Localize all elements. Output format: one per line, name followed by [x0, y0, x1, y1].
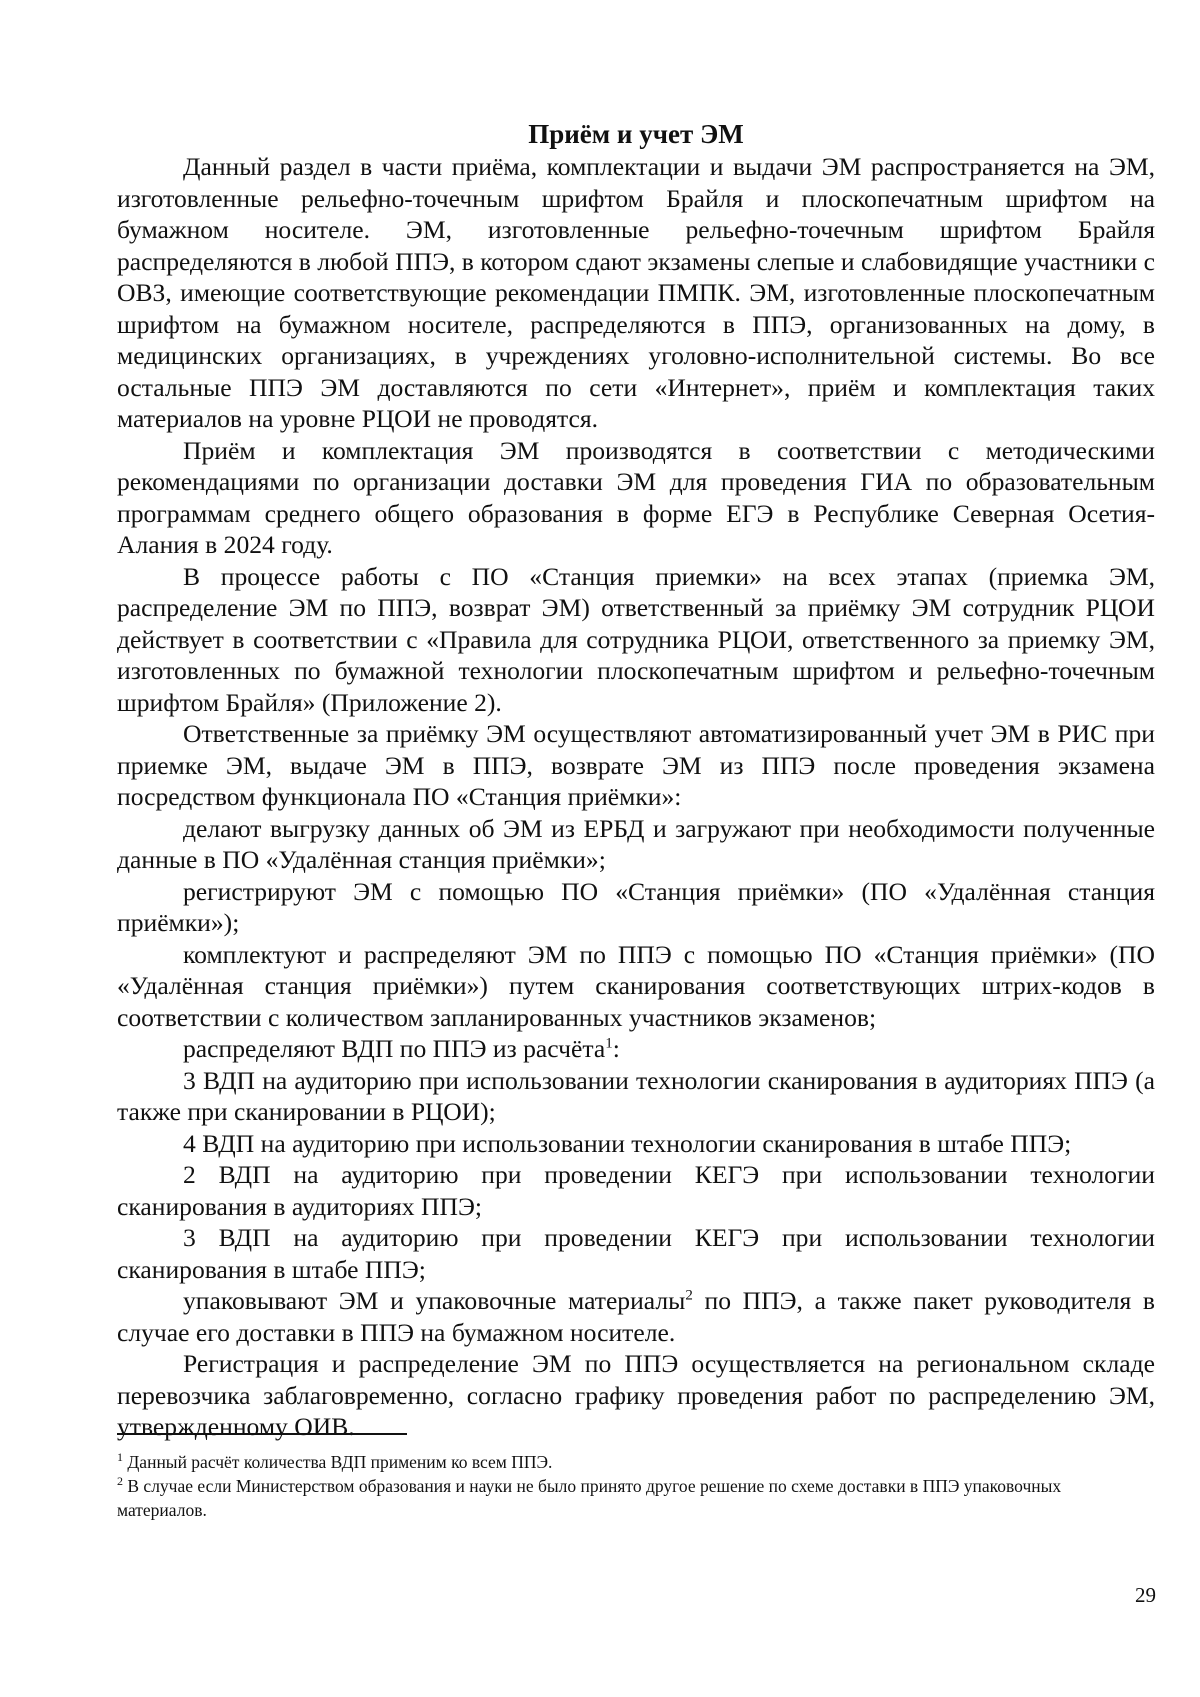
list-item	[117, 939, 1155, 1034]
list-item	[117, 876, 1155, 939]
paragraph	[117, 561, 1155, 719]
paragraph	[117, 435, 1155, 561]
footnote-mark: 2	[117, 1474, 123, 1489]
list-item-text: 3 ВДП на аудиторию при проведении КЕГЭ при использовании технологии сканирования в штабе ППЭ;	[117, 1223, 1155, 1284]
section-title: Приём и учет ЭМ	[528, 119, 744, 149]
list-item-text: распределяют ВДП по ППЭ из расчёта	[183, 1034, 606, 1063]
paragraph	[117, 1348, 1155, 1443]
footnote-mark: 1	[117, 1450, 123, 1465]
paragraph	[117, 151, 1155, 435]
footnote-text: В случае если Министерством образования и науки не было принято другое решение по схеме доставки в ППЭ упаковочных материалов.	[117, 1476, 1062, 1520]
list-item	[117, 1065, 1155, 1128]
list-item-text: 4 ВДП на аудиторию при использовании технологии сканирования в штабе ППЭ;	[183, 1128, 1072, 1158]
list-item-text-after: по ППЭ, а также пакет руководителя в случае его доставки в ППЭ на бумажном носителе.	[117, 1286, 1155, 1347]
list-item-text-after: :	[612, 1034, 620, 1063]
footnotes	[117, 1450, 1155, 1522]
footnote-reference[interactable]: 1	[605, 1035, 613, 1052]
footnote-reference[interactable]: 2	[685, 1287, 693, 1304]
footnote	[117, 1474, 1155, 1522]
list-item	[117, 813, 1155, 876]
list-item	[117, 1285, 1155, 1348]
list-item-text: упаковывают ЭМ и упаковочные материалы	[183, 1286, 686, 1315]
list-item-text: комплектуют и распределяют ЭМ по ППЭ с помощью ПО «Станция приёмки» (ПО «Удалённая станция приёмки») путем сканирования соответствующих штрих-кодов в соответствии с количеством запланированных участников экзаменов;	[117, 939, 1155, 1032]
paragraph-text: В процессе работы с ПО «Станция приемки» на всех этапах (приемка ЭМ, распределение ЭМ по ППЭ, возврат ЭМ) ответственный за приёмку ЭМ сотрудник РЦОИ действует в соответствии с «Правила для сотрудника РЦОИ, ответственного за приемку ЭМ, изготовленных по бумажной технологии плоскопечатным шрифтом и рельефно-точечным шрифтом Брайля» (Приложение 2).	[117, 561, 1155, 717]
list-item-text: регистрируют ЭМ с помощью ПО «Станция приёмки» (ПО «Удалённая станция приёмки»);	[117, 876, 1155, 937]
footnote-separator	[117, 1433, 407, 1435]
paragraph	[117, 718, 1155, 813]
list-item	[117, 1033, 1155, 1065]
page-number: 29	[1135, 1583, 1156, 1607]
document-body	[117, 118, 1155, 1443]
list-item-text: 2 ВДП на аудиторию при проведении КЕГЭ при использовании технологии сканирования в аудиториях ППЭ;	[117, 1160, 1155, 1221]
footnote-text: Данный расчёт количества ВДП применим ко всем ППЭ.	[123, 1452, 553, 1472]
list-item	[117, 1128, 1155, 1160]
list-item	[117, 1222, 1155, 1285]
footnote	[117, 1450, 1155, 1474]
paragraph-text: Ответственные за приёмку ЭМ осуществляют автоматизированный учет ЭМ в РИС при приемке ЭМ, выдаче ЭМ в ППЭ, возврате ЭМ из ППЭ после проведения экзамена посредством функционала ПО «Станция приёмки»:	[117, 719, 1155, 811]
paragraph-text: Данный раздел в части приёма, комплектации и выдачи ЭМ распространяется на ЭМ, изготовленные рельефно-точечным шрифтом Брайля и плоскопечатным шрифтом на бумажном носителе. ЭМ, изготовленные рельефно-точечным шрифтом Брайля распределяются в любой ППЭ, в котором сдают экзамены слепые и слабовидящие участники с ОВЗ, имеющие соответствующие рекомендации ПМПК. ЭМ, изготовленные плоскопечатным шрифтом на бумажном носителе, распределяются в ППЭ, организованных на дому, в медицинских организациях, в учреждениях уголовно-исполнительной системы. Во все остальные ППЭ ЭМ доставляются по сети «Интернет», приём и комплектация таких материалов на уровне РЦОИ не проводятся.	[117, 152, 1155, 433]
paragraph-text: Регистрация и распределение ЭМ по ППЭ осуществляется на региональном складе перевозчика заблаговременно, согласно графику проведения работ по распределению ЭМ, утвержденному ОИВ.	[117, 1349, 1155, 1441]
paragraph-text: Приём и комплектация ЭМ производятся в соответствии с методическими рекомендациями по организации доставки ЭМ для проведения ГИА по образовательным программам среднего общего образования в форме ЕГЭ в Республике Северная Осетия-Алания в 2024 году.	[117, 435, 1155, 559]
list-item-text: делают выгрузку данных об ЭМ из ЕРБД и загружают при необходимости полученные данные в ПО «Удалённая станция приёмки»;	[117, 813, 1155, 874]
list-item-text: 3 ВДП на аудиторию при использовании технологии сканирования в аудиториях ППЭ (а также при сканировании в РЦОИ);	[117, 1065, 1155, 1126]
list-item	[117, 1159, 1155, 1222]
